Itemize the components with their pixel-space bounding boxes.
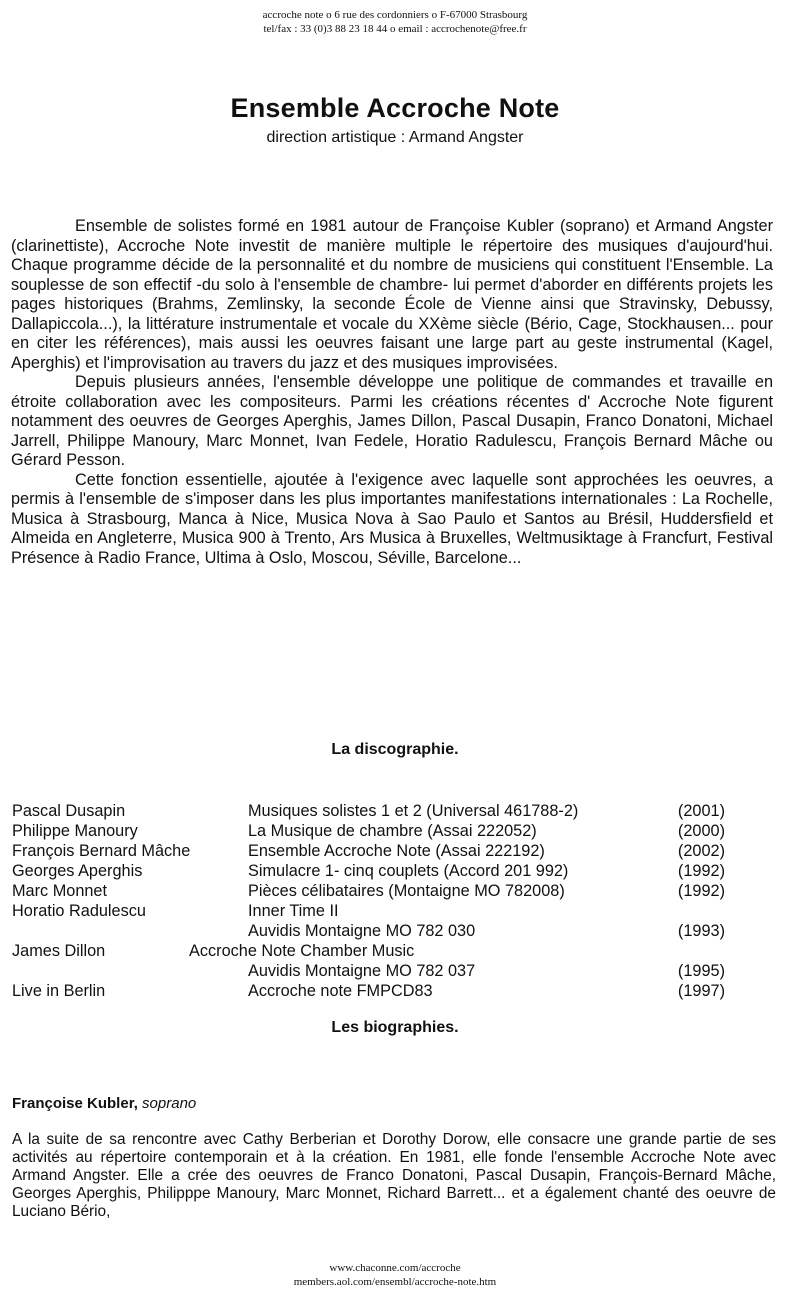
address-line: accroche note o 6 rue des cordonniers o F-67000 Strasbourg <box>262 9 528 21</box>
composer: Horatio Radulescu <box>12 902 146 920</box>
contact-line: tel/fax : 33 (0)3 88 23 18 44 o email : accrochenote@free.fr <box>263 23 527 35</box>
recording: Ensemble Accroche Note (Assai 222192) <box>248 842 545 860</box>
footer-link: members.aol.com/ensembl/accroche-note.htm <box>293 1276 497 1288</box>
discography-row <box>12 981 732 1001</box>
year: (2000) <box>677 822 725 840</box>
intro-paragraph: Depuis plusieurs années, l'ensemble développe une politique de commandes et travaille en étroite collaboration avec les compositeurs. Parmi les créations récentes d' Accroche Note figurent notamment des oeuvres de Georges Aperghis, James Dillon, Pascal Dusapin, Franco Donatoni, Michael Jarrell, Philippe Manoury, Marc Monnet, Ivan Fedele, Horatio Radulescu, François Bernard Mâche ou Gérard Pesson. <box>11 373 773 469</box>
recording: Simulacre 1- cinq couplets (Accord 201 992) <box>248 862 569 880</box>
discography-row <box>12 881 732 901</box>
recording: Auvidis Montaigne MO 782 030 <box>248 922 476 940</box>
footer <box>0 1261 790 1289</box>
discography-list <box>12 801 732 1001</box>
year: (1995) <box>677 962 725 980</box>
composer: James Dillon <box>12 942 106 960</box>
discography-row <box>12 961 732 981</box>
composer: Live in Berlin <box>12 982 106 1000</box>
year: (1992) <box>677 862 725 880</box>
bio-heading <box>12 1095 196 1112</box>
composer: Georges Aperghis <box>12 862 143 880</box>
discography-row <box>12 841 732 861</box>
intro-paragraph: Ensemble de solistes formé en 1981 autour de Françoise Kubler (soprano) et Armand Angster (clarinettiste), Accroche Note investit de manière multiple le répertoire des musiques d'aujourd'hui. Chaque programme décide de la personnalité et du nombre de musiciens qui constituent l'Ensemble. La souplesse de son effectif -du solo à l'ensemble de chambre- lui permet d'aborder en différents projets les pages historiques (Brahms, Zemlinsky, la seconde École de Vienne ainsi que Stravinsky, Debussy, Dallapiccola...), la littérature instrumentale et vocale du XXème siècle (Bério, Cage, Stockhausen... pour en citer les références), mais aussi les oeuvres faisant une large part au geste instrumental (Kagel, Aperghis) et l'improvisation au travers du jazz et des musiques improvisées. <box>11 217 773 372</box>
intro-text <box>11 217 773 568</box>
discography-row <box>12 941 732 961</box>
biographies-heading: Les biographies. <box>331 1019 459 1036</box>
year: (2002) <box>677 842 725 860</box>
year: (1997) <box>677 982 725 1000</box>
recording: Accroche Note Chamber Music <box>189 942 415 960</box>
composer: François Bernard Mâche <box>12 842 191 860</box>
discography-row <box>12 821 732 841</box>
discography-row <box>12 861 732 881</box>
recording: Inner Time II <box>248 902 339 920</box>
page-title: Ensemble Accroche Note <box>230 93 560 123</box>
recording: Pièces célibataires (Montaigne MO 782008) <box>248 882 565 900</box>
bio-text: A la suite de sa rencontre avec Cathy Berberian et Dorothy Dorow, elle consacre une grande partie de ses activités au répertoire contemporain et à la création. En 1981, elle fonde l'ensemble Accroche Note avec Armand Angster. Elle a crée des oeuvres de Franco Donatoni, Pascal Dusapin, François-Bernard Mâche, Georges Aperghis, Philipppe Manoury, Marc Monnet, Richard Barrett... et a également chanté des oeuvre de Luciano Bério, <box>12 1131 776 1220</box>
year: (1993) <box>677 922 725 940</box>
discography-row <box>12 801 732 821</box>
discography-row <box>12 921 732 941</box>
composer: Pascal Dusapin <box>12 802 126 820</box>
intro-paragraph: Cette fonction essentielle, ajoutée à l'exigence avec laquelle sont approchées les oeuvres, a permis à l'ensemble de s'imposer dans les plus importantes manifestations internationales : La Rochelle, Musica à Strasbourg, Manca à Nice, Musica Nova à Sao Paulo et Santos au Brésil, Huddersfield et Almeida en Angleterre, Musica 900 à Trento, Ars Musica à Bruxelles, Weltmusiktage à Francfurt, Festival Présence à Radio France, Ultima à Oslo, Moscou, Séville, Barcelone... <box>11 470 773 567</box>
page-subtitle: direction artistique : Armand Angster <box>266 129 524 146</box>
discography-row <box>12 901 732 921</box>
recording: Auvidis Montaigne MO 782 037 <box>248 962 476 980</box>
year: (2001) <box>677 802 725 820</box>
footer-link: www.chaconne.com/accroche <box>329 1262 461 1274</box>
bio-name: Françoise Kubler, <box>12 1095 138 1112</box>
composer: Marc Monnet <box>12 882 108 900</box>
composer: Philippe Manoury <box>12 822 138 840</box>
bio-role: soprano <box>142 1095 197 1112</box>
letterhead <box>0 8 790 36</box>
recording: Accroche note FMPCD83 <box>248 982 433 1000</box>
discography-heading: La discographie. <box>331 741 459 758</box>
recording: Musiques solistes 1 et 2 (Universal 461788-2) <box>248 802 579 820</box>
year: (1992) <box>677 882 725 900</box>
recording: La Musique de chambre (Assai 222052) <box>248 822 537 840</box>
